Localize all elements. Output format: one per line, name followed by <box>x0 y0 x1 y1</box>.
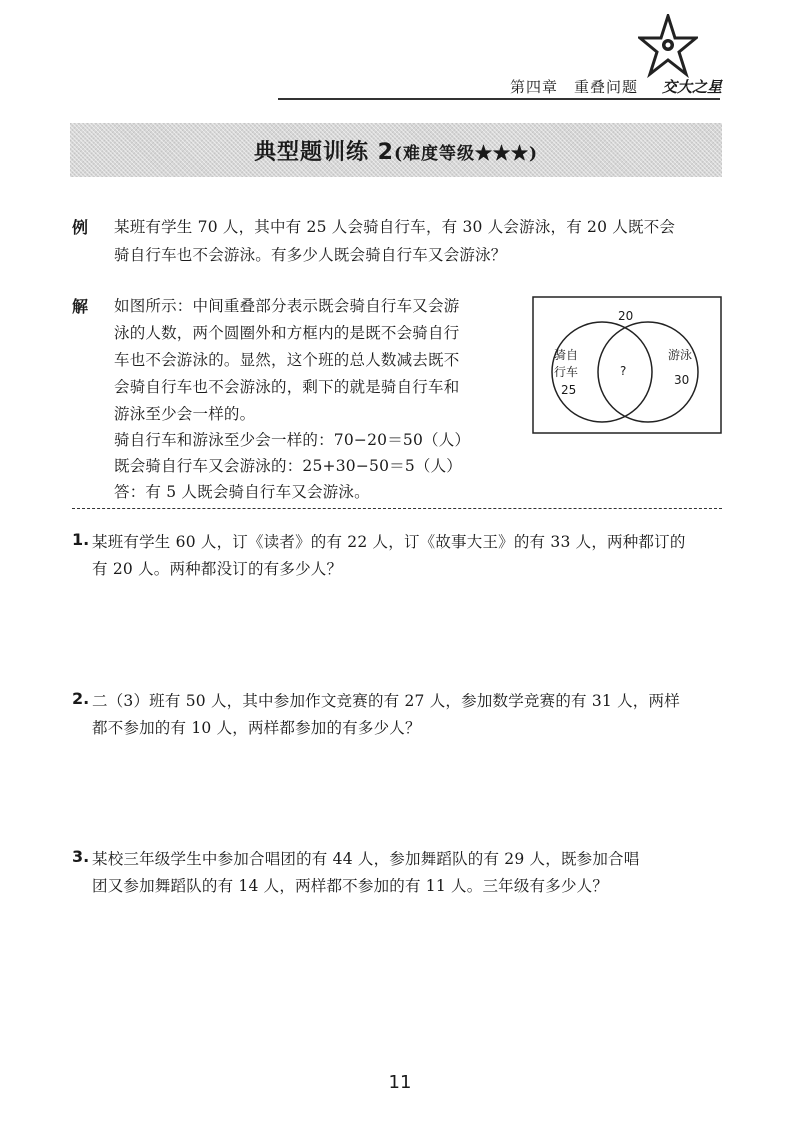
banner-title <box>70 135 722 166</box>
solution-line: 骑自行车和游泳至少会一样的：70−20＝50（人） <box>114 431 471 449</box>
solution-line: 既会骑自行车又会游泳的：25+30−50＝5（人） <box>114 457 463 475</box>
solution-tag: 解 <box>72 297 89 316</box>
example-line: 骑自行车也不会游泳。有多少人既会骑自行车又会游泳？ <box>114 246 507 264</box>
question-line: 团又参加舞蹈队的有 14 人，两样都不参加的有 11 人。三年级有多少人？ <box>92 877 609 895</box>
venn-left-value: 25 <box>561 383 577 397</box>
venn-diagram <box>532 296 722 434</box>
section-divider <box>72 508 722 509</box>
venn-right-label: 游泳 <box>668 348 693 362</box>
question-number: 2. <box>72 689 90 708</box>
solution-line: 泳的人数，两个圆圈外和方框内的是既不会骑自行 <box>114 324 460 342</box>
star-logo-icon <box>638 14 698 80</box>
venn-left-label-1: 骑自 <box>554 348 579 362</box>
page-number: 11 <box>388 1072 412 1093</box>
solution-line: 车也不会游泳的。显然，这个班的总人数减去既不 <box>114 351 460 369</box>
solution-line: 会骑自行车也不会游泳的，剩下的就是骑自行车和 <box>114 378 460 396</box>
example-tag: 例 <box>72 218 89 237</box>
question-line: 都不参加的有 10 人，两样都参加的有多少人？ <box>92 719 421 737</box>
question-line: 某校三年级学生中参加合唱团的有 44 人，参加舞蹈队的有 29 人，既参加合唱 <box>92 850 640 868</box>
brand-logo-text: 交大之星 <box>662 78 723 96</box>
solution-line: 如图所示：中间重叠部分表示既会骑自行车又会游 <box>114 297 460 315</box>
example-line: 某班有学生 70 人，其中有 25 人会骑自行车，有 30 人会游泳，有 20 人既不会 <box>114 218 676 236</box>
venn-right-value: 30 <box>674 373 690 387</box>
title-banner <box>70 123 722 177</box>
question-line: 二（3）班有 50 人，其中参加作文竞赛的有 27 人，参加数学竞赛的有 31 人，两样 <box>92 692 680 710</box>
question-line: 某班有学生 60 人，订《读者》的有 22 人，订《故事大王》的有 33 人，两种都订的 <box>92 533 686 551</box>
question-line: 有 20 人。两种都没订的有多少人？ <box>92 560 343 578</box>
solution-line: 游泳至少会一样的。 <box>114 405 256 423</box>
question-number: 1. <box>72 530 90 549</box>
header-rule <box>278 98 720 100</box>
chapter-heading: 第四章 重叠问题 <box>510 78 639 96</box>
venn-left-label-2: 行车 <box>554 365 579 379</box>
venn-outside-value: 20 <box>618 309 634 323</box>
venn-circle-swimming <box>598 322 698 422</box>
venn-overlap-value: ? <box>620 364 627 378</box>
solution-answer: 答：有 5 人既会骑自行车又会游泳。 <box>114 483 370 501</box>
question-number: 3. <box>72 847 90 866</box>
banner-title-main: 典型题训练 2 <box>253 140 394 165</box>
banner-difficulty: (难度等级★★★) <box>393 144 539 164</box>
